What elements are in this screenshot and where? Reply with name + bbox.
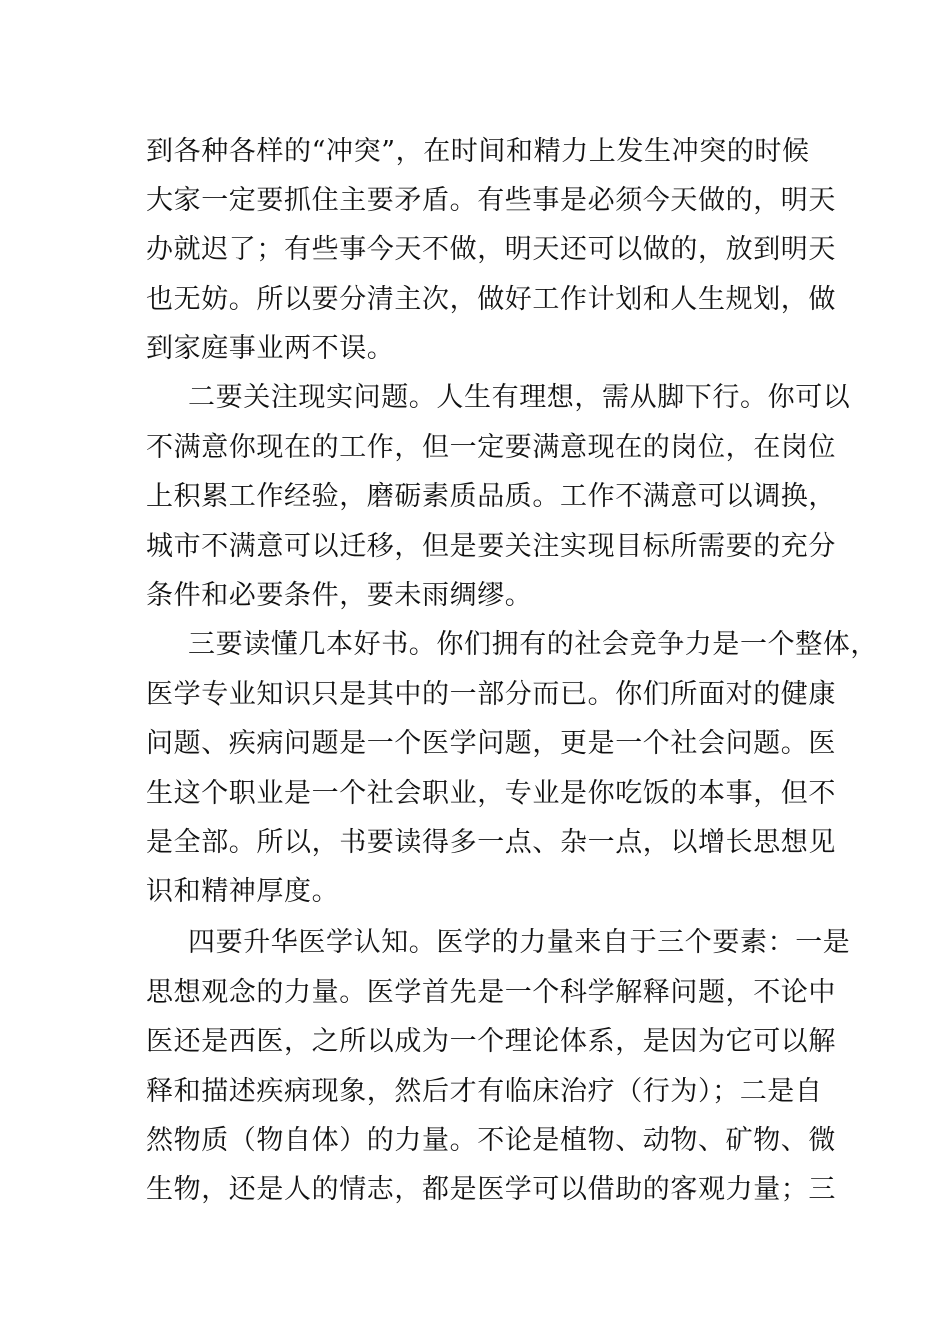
text-line-20: 释和描述疾病现象，然后才有临床治疗（行为）；二是自 — [146, 1076, 823, 1107]
text-line-14: 生这个职业是一个社会职业，专业是你吃饭的本事，但不 — [146, 778, 836, 809]
text-line-12: 医学专业知识只是其中的一部分而已。你们所面对的健康 — [146, 679, 836, 710]
text-line-19: 医还是西医，之所以成为一个理论体系，是因为它可以解 — [146, 1026, 836, 1057]
text-line-5: 到家庭事业两不误。 — [146, 333, 395, 364]
text-line-16: 识和精神厚度。 — [146, 876, 340, 907]
text-line-13: 问题、疾病问题是一个医学问题，更是一个社会问题。医 — [146, 728, 836, 759]
text-line-18: 思想观念的力量。医学首先是一个科学解释问题，不论中 — [146, 977, 836, 1008]
paragraph-3-first-line: 三要读懂几本好书。你们拥有的社会竞争力是一个整体， — [188, 629, 878, 660]
text-line-7: 不满意你现在的工作，但一定要满意现在的岗位，在岗位 — [146, 432, 836, 463]
text-line-21: 然物质（物自体）的力量。不论是植物、动物、矿物、微 — [146, 1125, 836, 1156]
text-line-22: 生物，还是人的情志，都是医学可以借助的客观力量；三 — [146, 1174, 836, 1205]
text-line-9: 城市不满意可以迁移，但是要关注实现目标所需要的充分 — [146, 531, 836, 562]
text-line-3: 办就迟了；有些事今天不做，明天还可以做的，放到明天 — [146, 234, 836, 265]
text-line-2: 大家一定要抓住主要矛盾。有些事是必须今天做的，明天 — [146, 185, 836, 216]
text-line-10: 条件和必要条件，要未雨绸缪。 — [146, 580, 533, 611]
text-line-1: 到各种各样的“冲突”，在时间和精力上发生冲突的时候 — [146, 136, 810, 167]
paragraph-4-first-line: 四要升华医学认知。医学的力量来自于三个要素：一是 — [188, 927, 851, 958]
text-line-15: 是全部。所以，书要读得多一点、杂一点，以增长思想见 — [146, 827, 836, 858]
text-line-8: 上积累工作经验，磨砺素质品质。工作不满意可以调换， — [146, 481, 836, 512]
paragraph-2-first-line: 二要关注现实问题。人生有理想，需从脚下行。你可以 — [188, 382, 851, 413]
text-line-4: 也无妨。所以要分清主次，做好工作计划和人生规划，做 — [146, 284, 836, 315]
